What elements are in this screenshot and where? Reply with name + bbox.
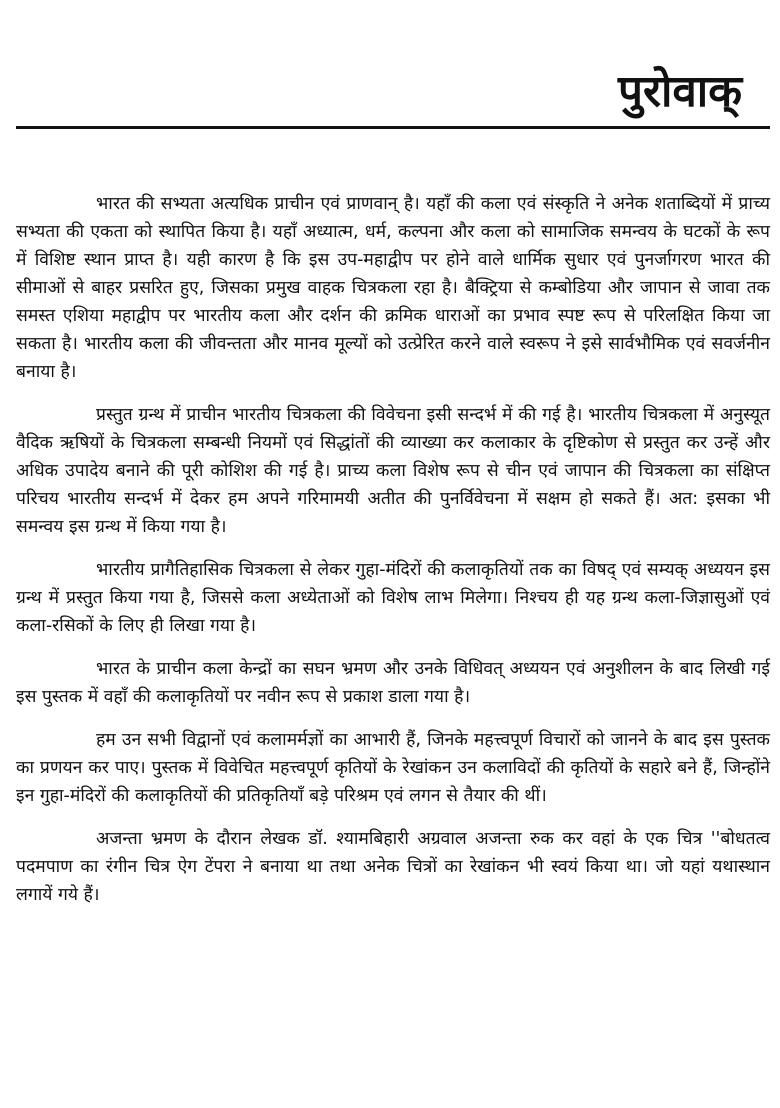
body-text	[16, 190, 770, 924]
paragraph-2: प्रस्तुत ग्रन्थ में प्राचीन भारतीय चित्रकला की विवेचना इसी सन्दर्भ में की गई है। भारतीय चित्रकला में अनुस्यूत वैदिक ऋषियों के चित्रकला सम्बन्धी नियमों एवं सिद्धांतों की व्याख्या कर कलाकार के दृष्टिकोण से प्रस्तुत कर उन्हें और अधिक उपादेय बनाने की पूरी कोशिश की गई है। प्राच्य कला विशेष रूप से चीन एवं जापान की चित्रकला का संक्षिप्त परिचय भारतीय सन्दर्भ में देकर हम अपने गरिमामयी अतीत की पुनर्विवेचना में सक्षम हो सकते हैं। अत: इसका भी समन्वय इस ग्रन्थ में किया गया है।	[16, 405, 770, 537]
paragraph-1: भारत की सभ्यता अत्यधिक प्राचीन एवं प्राणवान् है। यहाँ की कला एवं संस्कृति ने अनेक शताब्दियों में प्राच्य सभ्यता की एकता को स्थापित किया है। यहाँ अध्यात्म, धर्म, कल्पना और कला को सामाजिक समन्वय के घटकों के रूप में विशिष्ट स्थान प्राप्त है। यही कारण है कि इस उप-महाद्वीप पर होने वाले धार्मिक सुधार एवं पुनर्जागरण भारत की सीमाओं से बाहर प्रसरित हुए, जिसका प्रमुख वाहक चित्रकला रहा है। बैक्ट्रिया से कम्बोडिया और जापान से जावा तक समस्त एशिया महाद्वीप पर भारतीय कला और दर्शन की क्रमिक धाराओं का प्रभाव स्पष्ट रूप से परिलक्षित किया जा सकता है। भारतीय कला की जीवन्तता और मानव मूल्यों को उत्प्रेरित करने वाले स्वरूप ने इसे सार्वभौमिक एवं सवर्जनीन बनाया है।	[16, 194, 770, 382]
heading-rule	[16, 126, 770, 129]
page-heading: पुरोवाक्	[617, 66, 742, 117]
paragraph-5: हम उन सभी विद्वानों एवं कलामर्मज्ञों का आभारी हैं, जिनके महत्त्वपूर्ण विचारों को जानने के बाद इस पुस्तक का प्रणयन कर पाए। पुस्तक में विवेचित महत्त्वपूर्ण कृतियों के रेखांकन उन कलाविदों की कृतियों के सहारे बने हैं, जिन्होंने इन गुहा-मंदिरों की कलाकृतियों की प्रतिकृतियाँ बड़े परिश्रम एवं लगन से तैयार की थीं।	[16, 730, 770, 806]
paragraph-4: भारत के प्राचीन कला केन्द्रों का सघन भ्रमण और उनके विधिवत् अध्ययन एवं अनुशीलन के बाद लिखी गई इस पुस्तक में वहाँ की कलाकृतियों पर नवीन रूप से प्रकाश डाला गया है।	[16, 659, 770, 707]
paragraph-3: भारतीय प्रागैतिहासिक चित्रकला से लेकर गुहा-मंदिरों की कलाकृतियों तक का विषद् एवं सम्यक् अध्ययन इस ग्रन्थ में प्रस्तुत किया गया है, जिससे कला अध्येताओं को विशेष लाभ मिलेगा। निश्चय ही यह ग्रन्थ कला-जिज्ञासुओं एवं कला-रसिकों के लिए ही लिखा गया है।	[16, 560, 770, 636]
paragraph-6: अजन्ता भ्रमण के दौरान लेखक डॉ. श्यामबिहारी अग्रवाल अजन्ता रुक कर वहां के एक चित्र ''बोधतत्व पदमपाण का रंगीन चित्र ऐग टेंपरा ने बनाया था तथा अनेक चित्रों का रेखांकन भी स्वयं किया था। जो यहां यथास्थान लगायें गये हैं।	[16, 829, 770, 905]
